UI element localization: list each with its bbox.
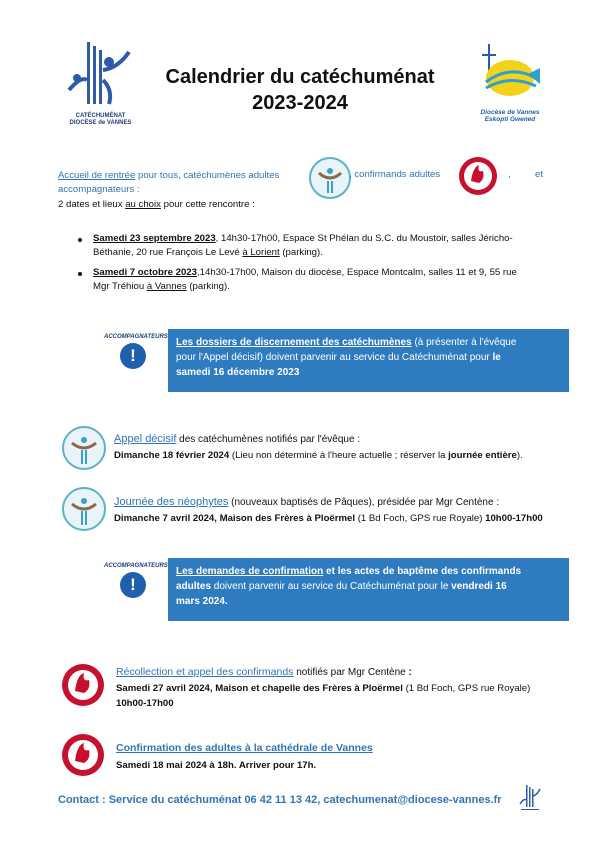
accueil-text3: , (508, 169, 511, 180)
appel-line1 (114, 433, 360, 445)
bullet-1-text (93, 232, 543, 260)
confirmation-link[interactable]: Confirmation des adultes à la cathédrale de Vannes (116, 742, 373, 754)
b1-text2a: Béthanie, 20 rue François Le Levé (93, 247, 243, 258)
box1-l1: (à présenter à l'évêque (411, 337, 517, 348)
neophytes-text: (nouveaux baptisés de Pâques), présidée par Mgr Centène : (228, 497, 500, 508)
confirmand-flame-icon (459, 157, 497, 195)
accompagnateurs-badge-2 (104, 563, 168, 598)
bullet-1 (78, 238, 82, 242)
recollection-line2 (116, 683, 530, 694)
box2-l2c: vendredi 16 (451, 581, 507, 592)
confirmation-box (168, 558, 569, 621)
recollection-colon: : (408, 667, 412, 678)
discernement-box (168, 329, 569, 392)
catechumen-hands-icon (309, 157, 351, 199)
recollection-link[interactable]: Récollection et appel des confirmands (116, 666, 294, 678)
appel-info: (Lieu non déterminé à l'heure actuelle ; réserver la (229, 450, 449, 461)
recollection-line1 (116, 666, 412, 678)
appel-line2 (114, 450, 523, 461)
b2-text: ,14h30-17h00, Maison du diocèse, Espace Montcalm, salles 11 et 9, 55 rue (196, 267, 517, 278)
confirmand-flame-icon-2 (62, 664, 104, 706)
appel-link[interactable]: Appel décisif (114, 433, 177, 445)
appel-info-b: journée entière (448, 450, 517, 461)
b2-date: Samedi 7 octobre 2023 (93, 267, 197, 278)
recollection-date: Samedi 27 avril 2024, Maison et chapelle des Frères à Ploërmel (116, 683, 403, 694)
neophytes-link[interactable]: Journée des néophytes (114, 496, 229, 508)
logo-right-caption (470, 109, 550, 123)
logo-right-line2: Eskopti Gwened (484, 116, 536, 123)
accueil-line2 (58, 199, 255, 210)
recollection-text: notifiés par Mgr Centène (293, 667, 409, 678)
title-line2: 2023-2024 (252, 92, 348, 114)
appel-date: Dimanche 18 février 2024 (114, 450, 230, 461)
line2-b: pour cette rencontre : (160, 199, 255, 210)
accueil-text2: , confirmands adultes (349, 169, 441, 180)
catechumenat-footer-logo (518, 784, 542, 812)
b2-text2b: (parking). (186, 281, 230, 292)
contact-footer: Contact : Service du catéchuménat 06 42 11 13 42, catechumenat@diocese-vannes.fr (58, 794, 502, 806)
b1-text2u: à Lorient (242, 247, 280, 258)
exclamation-icon: ! (120, 343, 146, 369)
appel-info-end: ). (516, 450, 523, 461)
line2-u: au choix (125, 199, 161, 210)
box1-head: Les dossiers de discernement des catéchumènes (176, 337, 412, 348)
confirmation-date: Samedi 18 mai 2024 à 18h. Arriver pour 17h. (116, 760, 317, 771)
accueil-text5: accompagnateurs : (58, 184, 140, 195)
accueil-link[interactable]: Accueil de rentrée (58, 170, 136, 181)
catechumenat-logo (63, 40, 138, 112)
logo-left-line2: DIOCÈSE de VANNES (69, 120, 132, 126)
b2-text2a: Mgr Tréhiou (93, 281, 147, 292)
bullet-2-text (93, 266, 543, 294)
diocese-logo (478, 44, 542, 106)
accompagnateurs-badge-1 (104, 334, 168, 369)
confirmation-line1 (116, 742, 373, 754)
catechumen-hands-icon-3 (62, 487, 106, 531)
line2-a: 2 dates et lieux (58, 199, 126, 210)
box1-l2b: le (492, 352, 501, 363)
neophytes-addr: (1 Bd Foch, GPS rue Royale) (355, 513, 486, 524)
logo-left-caption (63, 113, 138, 127)
b1-text: , 14h30-17h00, Espace St Phélan du S.C. du Moustoir, salles Jéricho- (215, 233, 513, 244)
accueil-text1: pour tous, catéchumènes adultes (135, 170, 280, 181)
accueil-text4: et (535, 169, 544, 180)
box1-l2: pour l'Appel décisif) doivent parvenir au service du Catéchuménat pour (176, 352, 493, 363)
b2-text2u: à Vannes (146, 281, 187, 292)
exclamation-icon-2: ! (120, 572, 146, 598)
box1-l3: samedi 16 décembre 2023 (176, 367, 300, 378)
box2-head: Les demandes de confirmation (176, 566, 324, 577)
b1-text2b: (parking). (279, 247, 323, 258)
neophytes-hours: 10h00-17h00 (485, 513, 543, 524)
b1-date: Samedi 23 septembre 2023 (93, 233, 216, 244)
neophytes-line2 (114, 513, 543, 524)
recollection-addr: (1 Bd Foch, GPS rue Royale) (402, 683, 531, 694)
title-line1: Calendrier du catéchuménat (165, 66, 435, 88)
neophytes-date: Dimanche 7 avril 2024, Maison des Frères à Ploërmel (114, 513, 356, 524)
neophytes-line1 (114, 496, 499, 508)
recollection-hours: 10h00-17h00 (116, 698, 174, 709)
box2-l1: et les actes de baptême des confirmands (323, 566, 522, 577)
catechumen-hands-icon-2 (62, 426, 106, 470)
box2-l2b: doivent parvenir au service du Catéchuménat pour le (211, 581, 452, 592)
box2-l3: mars 2024. (176, 596, 228, 607)
accompagnateurs-label-2: ACCOMPAGNATEURS (104, 563, 168, 569)
page-title (150, 64, 450, 116)
confirmand-flame-icon-3 (62, 734, 104, 776)
appel-text: des catéchumènes notifiés par l'évêque : (176, 434, 361, 445)
logo-left-line1: CATÉCHUMÉNAT (75, 113, 126, 119)
bullet-2 (78, 272, 82, 276)
box2-l2: adultes (176, 581, 212, 592)
accompagnateurs-label-1: ACCOMPAGNATEURS (104, 334, 168, 340)
logo-right-line1: Diocèse de Vannes (480, 109, 540, 116)
